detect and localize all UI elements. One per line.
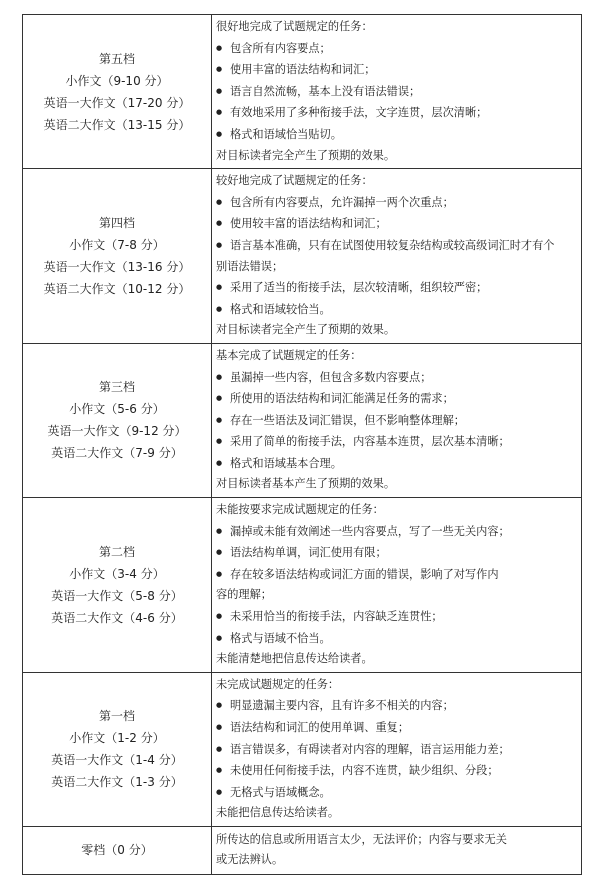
criteria-continuation: 别语法错误； xyxy=(216,259,284,273)
level-score-eng1: 英语一大作文（9-12 分） xyxy=(47,424,187,439)
criteria-bullet: ● 格式与语域不恰当。 xyxy=(216,628,577,650)
criteria-heading: 未能按要求完成试题规定的任务： xyxy=(216,503,384,517)
rubric-row-level-4 xyxy=(23,169,582,344)
level-score-eng1: 英语一大作文（5-8 分） xyxy=(51,588,183,603)
criteria-bullet: ● 语法结构单调，词汇使用有限； xyxy=(216,542,577,564)
criteria-bullet: ● 无格式与语域概念。 xyxy=(216,782,577,804)
criteria-footer: 未能把信息传达给读者。 xyxy=(216,806,340,820)
level-title: 第三档 xyxy=(98,380,135,395)
rubric-row-level-3 xyxy=(23,343,582,497)
criteria-continuation: 容的理解； xyxy=(216,588,272,602)
criteria-bullet: ● 未采用恰当的衔接手法，内容缺乏连贯性； xyxy=(216,606,577,628)
criteria-cell xyxy=(212,169,582,344)
criteria-footer: 对目标读者基本产生了预期的效果。 xyxy=(216,477,396,491)
criteria-bullet: ● 存在一些语法及词汇错误，但不影响整体理解； xyxy=(216,410,577,432)
criteria-bullet: ● 所使用的语法结构和词汇能满足任务的需求； xyxy=(216,388,577,410)
level-score-eng2: 英语二大作文（7-9 分） xyxy=(51,446,183,461)
criteria-line: 或无法辨认。 xyxy=(216,853,284,867)
criteria-bullet: ● 语言错误多，有碍读者对内容的理解，语言运用能力差； xyxy=(216,739,577,761)
level-score-small: 小作文（7-8 分） xyxy=(69,238,165,253)
criteria-bullet: ● 格式和语域较恰当。 xyxy=(216,299,577,321)
criteria-heading: 基本完成了试题规定的任务： xyxy=(216,348,362,362)
criteria-bullet: ● 采用了简单的衔接手法，内容基本连贯，层次基本清晰； xyxy=(216,431,577,453)
criteria-bullet: ● 存在较多语法结构或词汇方面的错误，影响了对写作内 xyxy=(216,564,577,586)
level-score-eng2: 英语二大作文（1-3 分） xyxy=(51,775,183,790)
criteria-bullet: ● 使用较丰富的语法结构和词汇； xyxy=(216,213,577,235)
rubric-row-level-5 xyxy=(23,15,582,169)
level-score-small: 小作文（1-2 分） xyxy=(69,731,165,746)
level-title: 第四档 xyxy=(98,216,135,231)
criteria-line: 所传达的信息或所用语言太少，无法评价；内容与要求无关 xyxy=(216,832,507,846)
criteria-bullet: ● 格式和语域基本合理。 xyxy=(216,453,577,475)
criteria-bullet: ● 漏掉或未能有效阐述一些内容要点，写了一些无关内容； xyxy=(216,521,577,543)
level-score-small: 小作文（3-4 分） xyxy=(69,566,165,581)
level-title: 第一档 xyxy=(98,709,135,724)
criteria-heading: 很好地完成了试题规定的任务： xyxy=(216,20,373,33)
criteria-heading: 较好地完成了试题规定的任务： xyxy=(216,174,373,188)
criteria-footer: 对目标读者完全产生了预期的效果。 xyxy=(216,323,396,337)
criteria-cell xyxy=(212,15,582,169)
rubric-row-level-1 xyxy=(23,672,582,826)
criteria-bullet: ● 有效地采用了多种衔接手法，文字连贯，层次清晰； xyxy=(216,102,577,124)
level-title: 第二档 xyxy=(98,544,135,559)
level-cell xyxy=(23,826,212,874)
criteria-cell xyxy=(212,498,582,673)
rubric-row-level-2 xyxy=(23,498,582,673)
level-cell xyxy=(23,498,212,673)
level-score-small: 小作文（9-10 分） xyxy=(65,73,169,88)
level-score-eng1: 英语一大作文（1-4 分） xyxy=(51,753,183,768)
level-cell xyxy=(23,15,212,169)
criteria-bullet: ● 虽漏掉一些内容，但包含多数内容要点； xyxy=(216,367,577,389)
rubric-row-level-0 xyxy=(23,826,582,874)
criteria-footer: 对目标读者完全产生了预期的效果。 xyxy=(216,148,396,162)
level-cell xyxy=(23,672,212,826)
level-title: 第五档 xyxy=(98,51,135,66)
level-title: 零档（0 分） xyxy=(81,843,153,858)
criteria-cell xyxy=(212,343,582,497)
criteria-bullet: ● 明显遗漏主要内容，且有许多不相关的内容； xyxy=(216,695,577,717)
criteria-cell xyxy=(212,672,582,826)
criteria-bullet: ● 未使用任何衔接手法，内容不连贯，缺少组织、分段； xyxy=(216,760,577,782)
level-score-eng1: 英语一大作文（17-20 分） xyxy=(43,95,191,110)
level-cell xyxy=(23,169,212,344)
level-score-eng2: 英语二大作文（4-6 分） xyxy=(51,610,183,625)
criteria-bullet: ● 格式和语域恰当贴切。 xyxy=(216,124,577,146)
level-score-eng2: 英语二大作文（13-15 分） xyxy=(43,117,191,132)
criteria-bullet: ● 语法结构和词汇的使用单调、重复； xyxy=(216,717,577,739)
criteria-bullet: ● 采用了适当的衔接手法，层次较清晰，组织较严密； xyxy=(216,277,577,299)
level-score-eng2: 英语二大作文（10-12 分） xyxy=(43,282,191,297)
criteria-bullet: ● 包含所有内容要点； xyxy=(216,38,577,60)
level-score-small: 小作文（5-6 分） xyxy=(69,402,165,417)
criteria-bullet: ● 使用丰富的语法结构和词汇； xyxy=(216,59,577,81)
criteria-bullet: ● 语言自然流畅，基本上没有语法错误； xyxy=(216,81,577,103)
level-cell xyxy=(23,343,212,497)
criteria-bullet: ● 语言基本准确，只有在试图使用较复杂结构或较高级词汇时才有个 xyxy=(216,235,577,257)
scoring-rubric-table xyxy=(22,14,582,875)
criteria-bullet: ● 包含所有内容要点，允许漏掉一两个次重点； xyxy=(216,192,577,214)
criteria-heading: 未完成试题规定的任务： xyxy=(216,677,340,691)
criteria-cell xyxy=(212,826,582,874)
criteria-footer: 未能清楚地把信息传达给读者。 xyxy=(216,652,373,666)
level-score-eng1: 英语一大作文（13-16 分） xyxy=(43,260,191,275)
